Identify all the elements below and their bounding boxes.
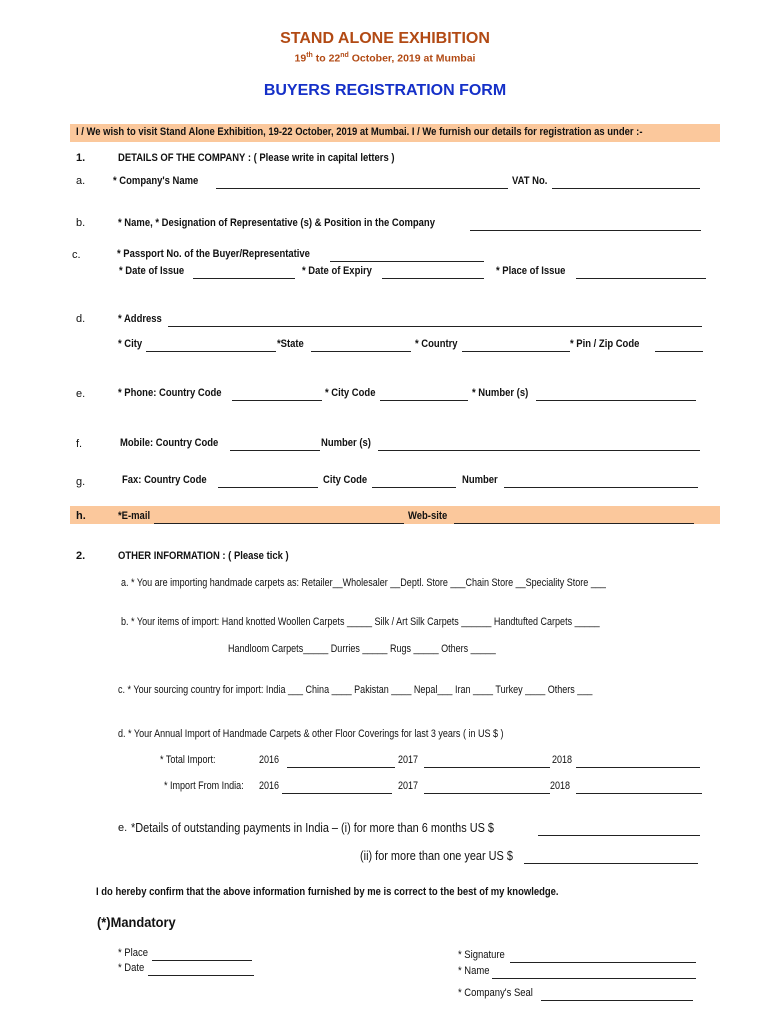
item-c-letter: c. xyxy=(72,249,81,261)
total-2017-label: 2017 xyxy=(398,754,419,766)
vat-field[interactable] xyxy=(552,175,700,189)
company-seal-label: * Company's Seal xyxy=(458,987,533,999)
city-field[interactable] xyxy=(146,338,276,352)
annual-import-text: d. * Your Annual Import of Handmade Carpets & other Floor Coverings for last 3 years ( in US $ ) xyxy=(118,728,504,740)
item-g-letter: g. xyxy=(76,476,86,488)
phone-label: * Phone: Country Code xyxy=(118,387,222,399)
fax-citycode-field[interactable] xyxy=(372,474,456,488)
total-2018-label: 2018 xyxy=(552,754,573,766)
date-label: * Date xyxy=(118,962,145,974)
intro-text: I / We wish to visit Stand Alone Exhibition, 19-22 October, 2019 at Mumbai. I / We furnish our details for registration as under :- xyxy=(76,126,643,138)
india-2018-label: 2018 xyxy=(550,780,571,792)
mandatory-note: (*)Mandatory xyxy=(97,914,176,930)
total-2018-field[interactable] xyxy=(576,754,700,768)
representative-label: * Name, * Designation of Representative (s) & Position in the Company xyxy=(118,217,435,229)
exhibition-title: STAND ALONE EXHIBITION xyxy=(280,30,490,47)
place-field[interactable] xyxy=(152,947,252,961)
importer-type-text: a. * You are importing handmade carpets as: Retailer__Wholesaler __Deptl. Store ___Chain Store __Speciality Store ___ xyxy=(121,577,606,589)
email-label: *E-mail xyxy=(118,510,151,522)
date-field[interactable] xyxy=(148,962,254,976)
mobile-number-field[interactable] xyxy=(378,437,700,451)
fax-number-field[interactable] xyxy=(504,474,698,488)
total-2016-field[interactable] xyxy=(287,754,395,768)
representative-field[interactable] xyxy=(470,217,701,231)
place-label: * Place xyxy=(118,947,148,959)
india-2016-field[interactable] xyxy=(282,780,392,794)
expiry-field[interactable] xyxy=(382,265,484,279)
total-2016-label: 2016 xyxy=(259,754,280,766)
email-field[interactable] xyxy=(154,510,404,524)
state-label: *State xyxy=(277,338,304,350)
confirmation-text: I do hereby confirm that the above information furnished by me is correct to the best of my knowledge. xyxy=(96,886,559,898)
signature-field[interactable] xyxy=(510,949,696,963)
item-h-letter: h. xyxy=(76,510,86,522)
india-2018-field[interactable] xyxy=(576,780,702,794)
total-2017-field[interactable] xyxy=(424,754,550,768)
passport-field[interactable] xyxy=(330,248,484,262)
website-field[interactable] xyxy=(454,510,694,524)
phone-citycode-label: * City Code xyxy=(325,387,376,399)
india-2016-label: 2016 xyxy=(259,780,280,792)
company-name-label: * Company's Name xyxy=(113,175,199,187)
name-field[interactable] xyxy=(492,965,696,979)
phone-number-field[interactable] xyxy=(536,387,696,401)
outstanding-6m-label: *Details of outstanding payments in India – (i) for more than 6 months US $ xyxy=(131,820,494,835)
item-b-letter: b. xyxy=(76,217,86,229)
issue-date-label: * Date of Issue xyxy=(119,265,185,277)
phone-country-field[interactable] xyxy=(232,387,322,401)
total-import-label: * Total Import: xyxy=(160,754,216,766)
country-label: * Country xyxy=(415,338,458,350)
fax-label: Fax: Country Code xyxy=(122,474,207,486)
item-a-letter: a. xyxy=(76,175,86,187)
state-field[interactable] xyxy=(311,338,411,352)
fax-citycode-label: City Code xyxy=(323,474,368,486)
pin-label: * Pin / Zip Code xyxy=(570,338,640,350)
city-label: * City xyxy=(118,338,143,350)
expiry-label: * Date of Expiry xyxy=(302,265,372,277)
india-2017-field[interactable] xyxy=(424,780,550,794)
passport-label: * Passport No. of the Buyer/Representative xyxy=(117,248,310,260)
address-label: * Address xyxy=(118,313,162,325)
section2-number: 2. xyxy=(76,550,86,562)
pin-field[interactable] xyxy=(655,338,703,352)
mobile-country-field[interactable] xyxy=(230,437,320,451)
mobile-label: Mobile: Country Code xyxy=(120,437,219,449)
items-import-text-2: Handloom Carpets_____ Durries _____ Rugs _____ Others _____ xyxy=(228,643,496,655)
section2-heading: OTHER INFORMATION : ( Please tick ) xyxy=(118,550,289,562)
exhibition-dates: 19th to 22nd October, 2019 at Mumbai xyxy=(294,52,476,65)
section1-heading: DETAILS OF THE COMPANY : ( Please write in capital letters ) xyxy=(118,152,395,164)
item-2e-letter: e. xyxy=(118,822,128,834)
country-field[interactable] xyxy=(462,338,570,352)
name-label: * Name xyxy=(458,965,490,977)
signature-label: * Signature xyxy=(458,949,505,961)
sourcing-country-text: c. * Your sourcing country for import: India ___ China ____ Pakistan ____ Nepal___ Iran ____ Turkey ____ Others ___ xyxy=(118,684,593,696)
item-d-letter: d. xyxy=(76,313,86,325)
item-f-letter: f. xyxy=(76,438,83,450)
place-issue-label: * Place of Issue xyxy=(496,265,566,277)
form-title: BUYERS REGISTRATION FORM xyxy=(263,82,507,99)
company-name-field[interactable] xyxy=(216,175,508,189)
place-issue-field[interactable] xyxy=(576,265,706,279)
outstanding-1y-label: (ii) for more than one year US $ xyxy=(360,848,513,863)
fax-number-label: Number xyxy=(462,474,498,486)
item-e-letter: e. xyxy=(76,388,86,400)
issue-date-field[interactable] xyxy=(193,265,295,279)
section1-number: 1. xyxy=(76,152,86,164)
india-2017-label: 2017 xyxy=(398,780,419,792)
company-seal-field[interactable] xyxy=(541,987,693,1001)
website-label: Web-site xyxy=(408,510,448,522)
outstanding-1y-field[interactable] xyxy=(524,850,698,864)
fax-country-field[interactable] xyxy=(218,474,318,488)
address-field[interactable] xyxy=(168,313,702,327)
from-india-label: * Import From India: xyxy=(164,780,244,792)
phone-number-label: * Number (s) xyxy=(472,387,529,399)
mobile-number-label: Number (s) xyxy=(321,437,371,449)
outstanding-6m-field[interactable] xyxy=(538,822,700,836)
phone-citycode-field[interactable] xyxy=(380,387,468,401)
items-import-text: b. * Your items of import: Hand knotted Woollen Carpets _____ Silk / Art Silk Carpets ______ Handtufted Carpets _____ xyxy=(121,616,600,628)
vat-label: VAT No. xyxy=(512,175,548,187)
